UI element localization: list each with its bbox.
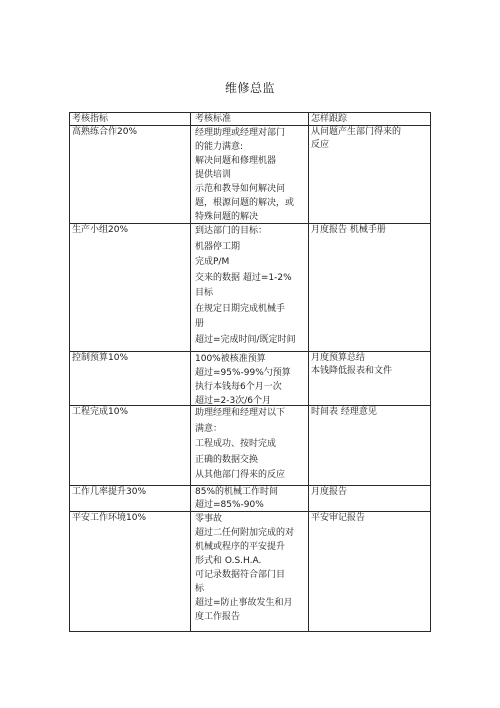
criteria-cell: 助理经理和经理对以下 满意： 工程成功、按时完成 正确的数据交换 从其他部门得来的反应 bbox=[191, 406, 309, 486]
metric-cell: 工作几率提升30% bbox=[70, 486, 191, 512]
criteria-cell: 经理助理或经理对部门 的能力满意: 解决问题和修理机器 提供培训 示范和教导如何解决问 题，根源问题的解决，或 特殊问题的解决 bbox=[191, 126, 309, 224]
assessment-table bbox=[69, 112, 431, 632]
table-row bbox=[70, 512, 431, 632]
tracking-cell: 从问题产生部门得来的 反应 bbox=[309, 126, 431, 224]
tracking-cell: 月度报告 bbox=[309, 486, 431, 512]
metric-cell: 控制预算10% bbox=[70, 352, 191, 406]
metric-cell: 平安工作环境10% bbox=[70, 512, 191, 632]
criteria-cell: 到达部门的目标： 机器停工期 完成P/M 交来的数据 超过=1-2% 目标 在规定日期完成机械手 册 超过=完成时间/既定时间 bbox=[191, 224, 309, 352]
header-tracking: 怎样跟踪 bbox=[309, 113, 431, 126]
table-row bbox=[70, 224, 431, 352]
criteria-cell: 85%的机械工作时间 超过=85%-90% bbox=[191, 486, 309, 512]
table-row bbox=[70, 406, 431, 486]
criteria-cell: 100%被核准预算 超过=95%-99%勺预算 执行本钱每6个月一次 超过=2-3次/6个月 bbox=[191, 352, 309, 406]
tracking-cell: 月度预算总结 本钱降低报表和文件 bbox=[309, 352, 431, 406]
header-metric: 考核指标 bbox=[70, 113, 191, 126]
header-criteria: 考核标准 bbox=[191, 113, 309, 126]
tracking-cell: 时间表 经理意见 bbox=[309, 406, 431, 486]
metric-cell: 生产小组20% bbox=[70, 224, 191, 352]
document-title: 维修总监 bbox=[224, 81, 275, 95]
tracking-cell: 平安审记报告 bbox=[309, 512, 431, 632]
criteria-cell: 零事故 超过二任何附加完成的对 机械或程序的平安提升 形式和 O.S.H.A. 可记录数据符合部门目 标 超过=防止事故发生和月 度工作报告 bbox=[191, 512, 309, 632]
table-row bbox=[70, 126, 431, 224]
tracking-cell: 月度报告 机械手册 bbox=[309, 224, 431, 352]
table-row bbox=[70, 352, 431, 406]
table-row bbox=[70, 486, 431, 512]
metric-cell: 高熟练合作20% bbox=[70, 126, 191, 224]
metric-cell: 工程完成10% bbox=[70, 406, 191, 486]
table-header-row bbox=[70, 113, 431, 126]
